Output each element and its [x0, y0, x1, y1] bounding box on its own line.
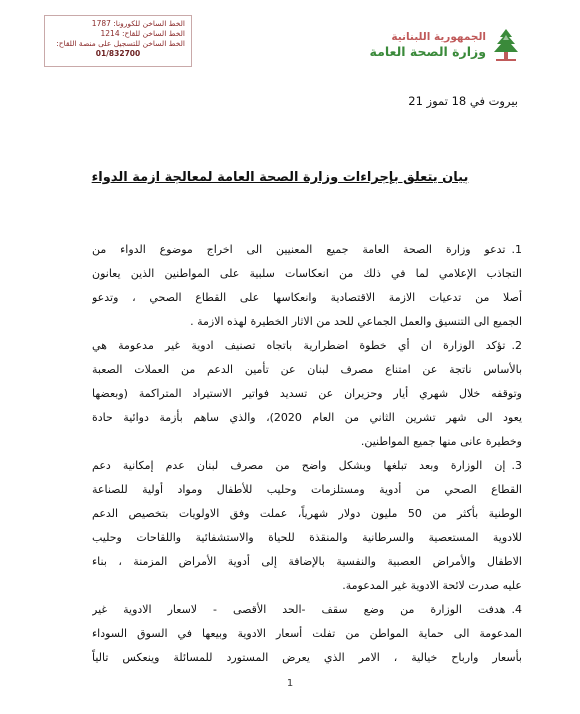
paragraph-line: 3.إن الوزارة وبعد تبلغها وبشكل واضح من مصرف لبنان عدم إمكانية دعم: [92, 459, 522, 472]
hotline-registration: الخط الساخن للتسجيل على منصة اللقاح:: [56, 39, 185, 48]
document-body: [92, 238, 522, 670]
paragraph-line: وتوقفه خلال شهري أيار وحزيران عن تسديد فواتير الاستيراد المتراكمة (وبعضها: [92, 387, 522, 400]
paragraph-line: 2.تؤكد الوزارة ان أي خطوة اضطرارية باتجاه تصنيف ادوية غير مدعومة هي: [92, 339, 522, 352]
ministry-logo-text: [370, 31, 486, 59]
paragraph-line: الجميع الى التنسيق والعمل الجماعي للحد من الاثار الخطيرة لهذه الازمة .: [190, 315, 522, 328]
paragraph-line: عليه صدرت لائحة الادوية غير المدعومة.: [342, 579, 522, 592]
paragraph-number: 2.: [511, 339, 522, 352]
page-number: 1: [286, 678, 294, 689]
paragraph-line: بالأساس ناتجة عن امتناع مصرف لبنان عن تأمين الدعم من العملات الصعبة: [92, 363, 522, 376]
paragraph-line: للادوية المستعصية والسرطانية والمنقذة للحياة والاستشفائية واللقاحات وحليب: [92, 531, 522, 544]
paragraph-line: القطاع الصحي من أدوية ومستلزمات وحليب للأطفال ومواد أولية للصناعة: [92, 483, 522, 496]
hotline-vaccine: الخط الساخن للقاح: 1214: [100, 29, 185, 38]
paragraph-line: الوطنية بأكثر من 50 مليون دولار شهرياً، عملت وفق الاولويات بتخصيص الدعم: [92, 507, 522, 520]
paragraph-line: المدعومة الى حماية المواطن من تفلت أسعار الادوية وبيعها في السوق السوداء: [92, 627, 522, 640]
paragraph-number: 4.: [511, 603, 522, 616]
hotline-registration-number: 01/832700: [95, 49, 141, 58]
hotline-corona: الخط الساخن للكورونا: 1787: [91, 19, 185, 28]
paragraph-line: أصلا من تدعيات الازمة الاقتصادية وانعكاسها على القطاع الصحي ، وتدعو: [92, 291, 522, 304]
paragraph-line: التجاذب الإعلامي لما في ذلك من انعكاسات سلبية على المواطنين الذين يعانون: [92, 267, 522, 280]
hotline-box: [44, 15, 192, 67]
paragraph-line: 1.تدعو وزارة الصحة العامة جميع المعنيين الى اخراج موضوع الدواء من: [92, 243, 522, 256]
cedar-emblem-icon: [490, 27, 522, 63]
paragraph-line: الاطفال والأمراض العصبية والنفسية بالإضافة إلى أدوية الأمراض المزمنة ، بناء: [92, 555, 522, 568]
paragraph-line: وخطيرة عانى منها جميع المواطنين.: [360, 435, 522, 448]
paragraph-line: يعود الى شهر تشرين الثاني من العام 2020)، والذي ساهم بأزمة دوائية حادة: [92, 411, 522, 424]
paragraph-number: 3.: [511, 459, 522, 472]
paragraph-number: 1.: [511, 243, 522, 256]
paragraph-line: بأسعار وارباح خيالية ، الامر الذي يعرض المستورد للمسائلة وينعكس تالياً: [92, 651, 522, 664]
document-title: بيان يتعلق بإجراءات وزارة الصحة العامة لمعالجة ازمة الدواء: [91, 170, 469, 185]
logo-ministry-label: وزارة الصحة العامة: [369, 44, 486, 59]
document-date: بيروت في 18 تموز 21: [408, 94, 518, 108]
paragraph-line: 4.هدفت الوزارة من وضع سقف -الحد الأقصى - لاسعار الادوية غير: [92, 603, 522, 616]
logo-republic-label: الجمهورية اللبنانية: [391, 31, 486, 43]
ministry-logo: [352, 27, 522, 67]
